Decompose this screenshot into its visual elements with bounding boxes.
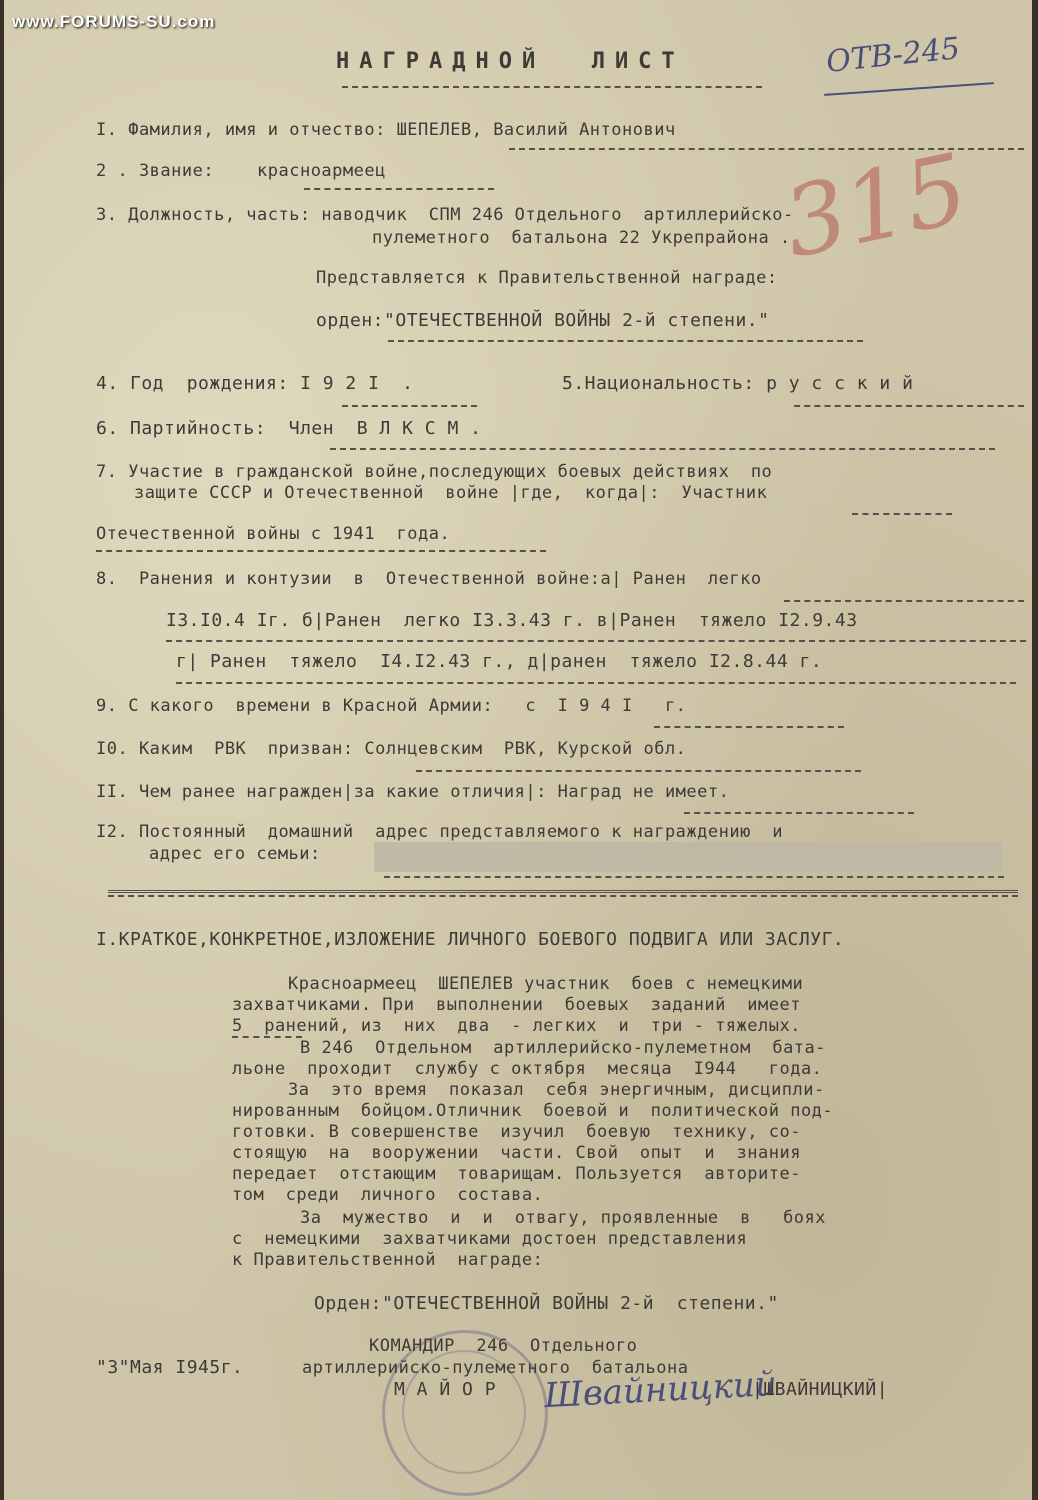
- underline: [416, 770, 861, 772]
- separator: [108, 890, 1018, 897]
- presentation-line: Представляется к Правительственной награде:: [316, 268, 778, 288]
- field-address: I2. Постоянный домашний адрес представляемого к награждению и: [96, 822, 784, 842]
- document-date: "3"Мая I945г.: [96, 1357, 244, 1378]
- underline: [384, 876, 1004, 878]
- underline: [784, 600, 1024, 602]
- signature: Швайницкий: [543, 1363, 778, 1417]
- merit-text: 5 ранений, из них два - легких и три - тяжелых.: [232, 1016, 801, 1036]
- redacted-area: [374, 842, 1002, 872]
- award-sheet: [4, 0, 1032, 1500]
- merit-text: льоне проходит службу с октября месяца I944 года.: [232, 1059, 823, 1079]
- underline: [176, 682, 1016, 684]
- field-previous-awards: II. Чем ранее награжден|за какие отличия|: Наград не имеет.: [96, 782, 730, 802]
- underline: [794, 405, 1024, 407]
- merit-text: с немецкими захватчиками достоен представления: [232, 1229, 748, 1249]
- underline: [509, 148, 1024, 150]
- underline: [342, 405, 477, 407]
- field-position-cont: пулеметного батальона 22 Укрепрайона .: [372, 228, 791, 248]
- field-nationality: 5.Национальность: р у с с к и й: [562, 373, 914, 394]
- merit-text: В 246 Отдельном артиллерийско-пулеметном бата-: [300, 1038, 827, 1058]
- underline: [304, 188, 494, 190]
- underline: [684, 812, 914, 814]
- underline: [330, 448, 995, 450]
- field-draft-office: I0. Каким РВК призван: Солнцевским РВК, Курской обл.: [96, 739, 687, 759]
- field-position: 3. Должность, часть: наводчик СПМ 246 Отдельного артиллерийско-: [96, 205, 794, 225]
- merit-text: захватчиками. При выполнении боевых заданий имеет: [232, 995, 801, 1015]
- commander-name: |ШВАЙНИЦКИЙ|: [752, 1379, 889, 1400]
- archive-mark: ОТВ-245: [824, 31, 962, 80]
- merit-text: стоящую на вооружении части. Свой опыт и знания: [232, 1143, 801, 1163]
- field-service-since: 9. С какого времени в Красной Армии: с I 9 4 I г.: [96, 696, 687, 716]
- field-wounds-cont2: г| Ранен тяжело I4.I2.43 г., д|ранен тяжело I2.8.44 г.: [176, 651, 823, 672]
- archive-underline: [824, 82, 994, 96]
- field-birth-year: 4. Год рождения: I 9 2 I .: [96, 373, 414, 394]
- watermark: www.FORUMS-SU.com: [12, 12, 216, 31]
- commander-title: КОМАНДИР 246 Отдельного: [369, 1336, 638, 1356]
- underline: [232, 1036, 302, 1038]
- underline: [96, 550, 546, 552]
- field-participation-cont: защите СССР и Отечественной войне |где, когда|: Участник: [134, 483, 768, 503]
- underline: [654, 726, 844, 728]
- field-party: 6. Партийность: Член В Л К С М .: [96, 418, 482, 439]
- merit-text: готовки. В совершенстве изучил боевую технику, со-: [232, 1122, 801, 1142]
- document-title: НАГРАДНОЙ ЛИСТ: [336, 49, 685, 74]
- commander-rank: М А Й О Р: [394, 1379, 497, 1400]
- merit-text: передает отстающим товарищам. Пользуется авторите-: [232, 1164, 801, 1184]
- underline: [852, 513, 952, 515]
- merit-text: За это время показал себя энергичным, дисципли-: [288, 1080, 825, 1100]
- red-pencil-mark: 315: [774, 132, 977, 280]
- section-order: Орден:"ОТЕЧЕСТВЕННОЙ ВОЙНЫ 2-й степени.": [314, 1293, 779, 1314]
- field-name: I. Фамилия, имя и отчество: ШЕПЕЛЕВ, Василий Антонович: [96, 120, 676, 140]
- field-wounds-cont1: I3.I0.4 Iг. б|Ранен легко I3.3.43 г. в|Ранен тяжело I2.9.43: [166, 610, 858, 631]
- section-heading: I.КРАТКОЕ,КОНКРЕТНОЕ,ИЗЛОЖЕНИЕ ЛИЧНОГО БОЕВОГО ПОДВИГА ИЛИ ЗАСЛУГ.: [96, 929, 845, 950]
- merit-text: том среди личного состава.: [232, 1185, 544, 1205]
- underline: [166, 640, 1026, 642]
- merit-text: нированным бойцом.Отличник боевой и политической под-: [232, 1101, 834, 1121]
- merit-text: к Правительственной награде:: [232, 1250, 544, 1270]
- merit-text: Красноармеец ШЕПЕЛЕВ участник боев с немецкими: [288, 974, 804, 994]
- merit-text: За мужество и и отвагу, проявленные в боях: [300, 1208, 827, 1228]
- commander-unit: артиллерийско-пулеметного батальона: [302, 1358, 689, 1378]
- underline: [388, 340, 863, 342]
- field-wounds: 8. Ранения и контузии в Отечественной войне:а| Ранен легко: [96, 569, 762, 589]
- field-rank: 2 . Звание: красноармеец: [96, 161, 386, 181]
- field-participation: 7. Участие в гражданской войне,последующих боевых действиях по: [96, 462, 773, 482]
- field-address-cont: адрес его семьи:: [149, 844, 321, 864]
- field-participation-end: Отечественной войны с 1941 года.: [96, 524, 451, 544]
- order-line: орден:"ОТЕЧЕСТВЕННОЙ ВОЙНЫ 2-й степени.": [316, 310, 770, 331]
- title-underline: [342, 86, 762, 88]
